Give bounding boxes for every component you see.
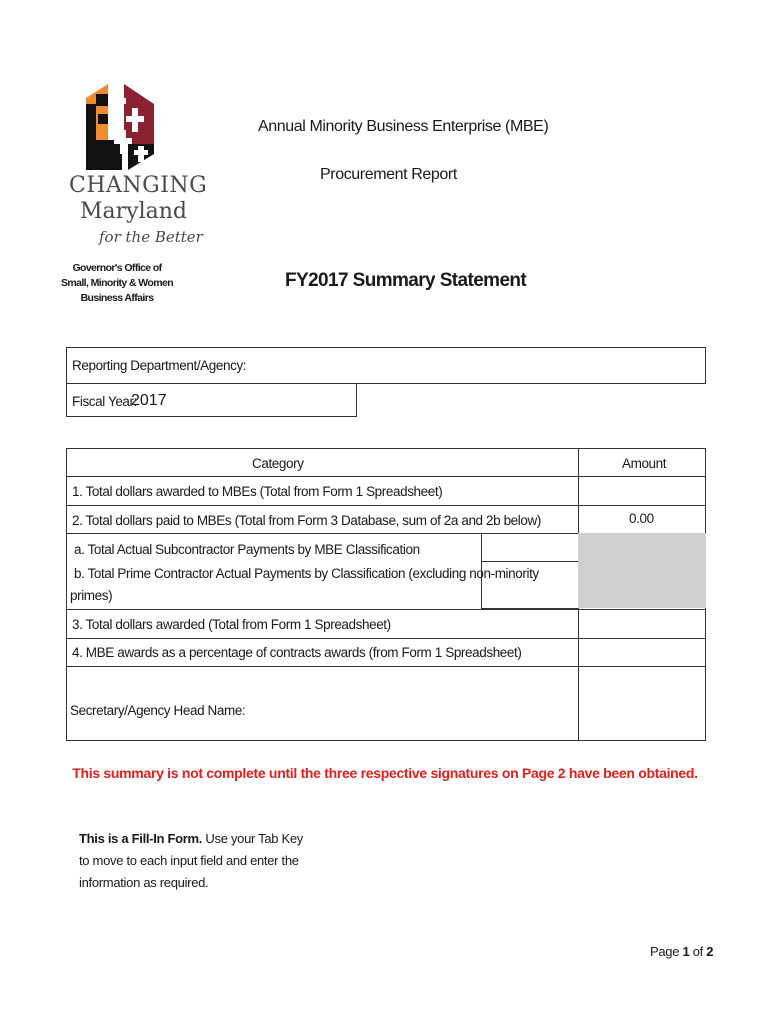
org-name-line-2: Small, Minority & Women [60,277,174,289]
row-prime-contractor-payments-cont: primes) [70,588,113,603]
logo-text-changing: CHANGING [69,173,208,198]
fiscal-year-label: Fiscal Year: [72,394,137,409]
summary-statement-title: FY2017 Summary Statement [285,270,527,291]
row-prime-contractor-payments: b. Total Prime Contractor Actual Payments by Classification (excluding non-minority [74,566,539,581]
page-current: 1 [682,944,690,959]
logo-text-maryland: Maryland [80,199,187,224]
shaded-amount-cell [578,533,706,608]
page-of: of [689,944,707,959]
fiscal-year-value: 2017 [131,392,167,409]
signature-warning: This summary is not complete until the three respective signatures on Page 2 have been obtained. [72,765,698,781]
fiscal-year-field[interactable] [66,383,357,417]
category-header: Category [252,456,304,471]
fill-in-note-line-2: to move to each input field and enter the [79,853,299,868]
total-paid-amount[interactable]: 0.00 [629,511,654,526]
page-number [650,944,713,959]
page-total: 2 [706,944,714,959]
department-agency-label: Reporting Department/Agency: [72,358,247,373]
secretary-head-name-label: Secretary/Agency Head Name: [70,703,246,718]
logo-text-better: for the Better [99,228,203,246]
maryland-flag-logo [80,84,158,170]
row-subcontractor-payments: a. Total Actual Subcontractor Payments by MBE Classification [74,542,420,557]
fill-in-note-line-1 [79,831,303,846]
report-title-line-1: Annual Minority Business Enterprise (MBE) [258,118,549,135]
row-total-awarded-mbe: 1. Total dollars awarded to MBEs (Total from Form 1 Spreadsheet) [72,484,443,499]
org-name-line-1: Governor's Office of [72,262,162,274]
row-total-dollars-awarded: 3. Total dollars awarded (Total from Form 1 Spreadsheet) [72,617,391,632]
row-mbe-award-percentage: 4. MBE awards as a percentage of contracts awards (from Form 1 Spreadsheet) [72,645,522,660]
fill-in-note-bold: This is a Fill-In Form. [79,831,203,846]
org-name-line-3: Business Affairs [80,292,154,304]
row-total-paid-mbe: 2. Total dollars paid to MBEs (Total from Form 3 Database, sum of 2a and 2b below) [72,513,541,528]
department-agency-field[interactable] [66,347,706,384]
page-prefix: Page [650,944,683,959]
report-title-line-2: Procurement Report [320,166,457,183]
fill-in-note-rest: Use your Tab Key [202,831,304,846]
amount-header: Amount [622,456,667,471]
fill-in-note-line-3: information as required. [79,875,209,890]
